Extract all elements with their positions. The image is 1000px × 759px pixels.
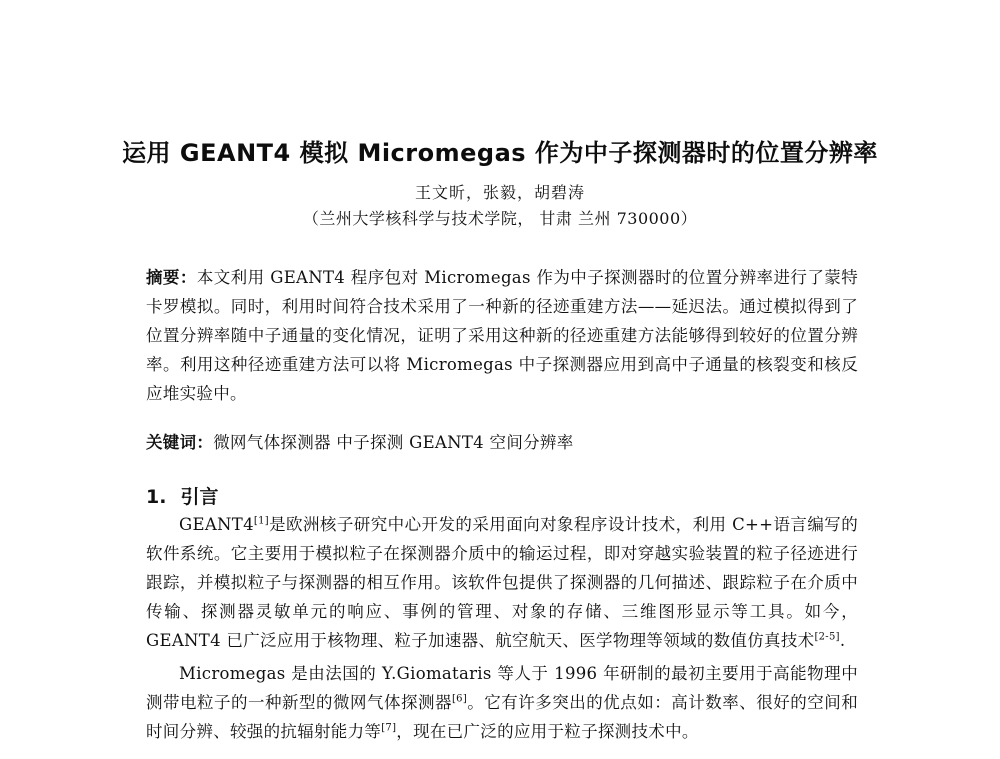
citation-ref: [1] — [253, 515, 269, 527]
affiliation: （兰州大学核科学与技术学院， 甘肃 兰州 730000） — [302, 209, 698, 228]
keywords-text: 微网气体探测器 中子探测 GEANT4 空间分辨率 — [213, 433, 574, 452]
paragraph-1-text-c: . — [839, 631, 846, 650]
paragraph-2-text-c: ，现在已广泛的应用于粒子探测技术中。 — [396, 722, 699, 741]
paragraph-1-text-b: 是欧洲核子研究中心开发的采用面向对象程序设计技术，利用 C++语言编写的软件系统。它主要用于模拟粒子在探测器介质中的输运过程，即对穿越实验装置的粒子径迹进行跟踪，并模拟粒子与探测器的相互作用。该软件包提供了探测器的几何描述、跟踪粒子在介质中传输、探测器灵敏单元的响应、事例的管理、对象的存储、三维图形显示等工具。如今，GEANT4 已广泛应用于核物理、粒子加速器、航空航天、医学物理等领域的数值仿真技术 — [146, 515, 858, 650]
citation-ref: [2-5] — [814, 631, 840, 643]
paragraph-1 — [146, 510, 858, 655]
citation-ref: [6] — [451, 693, 468, 705]
paragraph-2-text-a: Micromegas 是由法国的 Y.Giomataris 等人于 1996 年研制的最初主要用于高能物理中测带电粒子的一种新型的微网气体探测器 — [146, 664, 858, 712]
paper-title: 运用 GEANT4 模拟 Micromegas 作为中子探测器时的位置分辨率 — [122, 139, 878, 167]
abstract — [146, 263, 858, 408]
paragraph-1-text-a: GEANT4 — [179, 515, 254, 534]
paragraph-2-text-b: 。它有许多突出的优点如：高计数率、很好的空间和时间分辨、较强的抗辐射能力等 — [146, 693, 858, 741]
section-title: 引言 — [180, 486, 219, 508]
author-list: 王文昕，张毅，胡碧涛 — [414, 183, 585, 202]
section-body — [146, 510, 858, 746]
keywords-label: 关键词： — [146, 433, 214, 452]
section-number: 1. — [146, 486, 167, 508]
section-heading — [146, 482, 218, 509]
paragraph-2 — [146, 659, 858, 746]
keywords — [146, 429, 858, 453]
abstract-text: 本文利用 GEANT4 程序包对 Micromegas 作为中子探测器时的位置分辨率进行了蒙特卡罗模拟。同时，利用时间符合技术采用了一种新的径迹重建方法——延迟法。通过模拟得到了位置分辨率随中子通量的变化情况，证明了采用这种新的径迹重建方法能够得到较好的位置分辨率。利用这种径迹重建方法可以将 Micromegas 中子探测器应用到高中子通量的核裂变和核反应堆实验中。 — [146, 268, 858, 403]
abstract-label: 摘要： — [146, 268, 197, 287]
citation-ref: [7] — [381, 722, 397, 734]
